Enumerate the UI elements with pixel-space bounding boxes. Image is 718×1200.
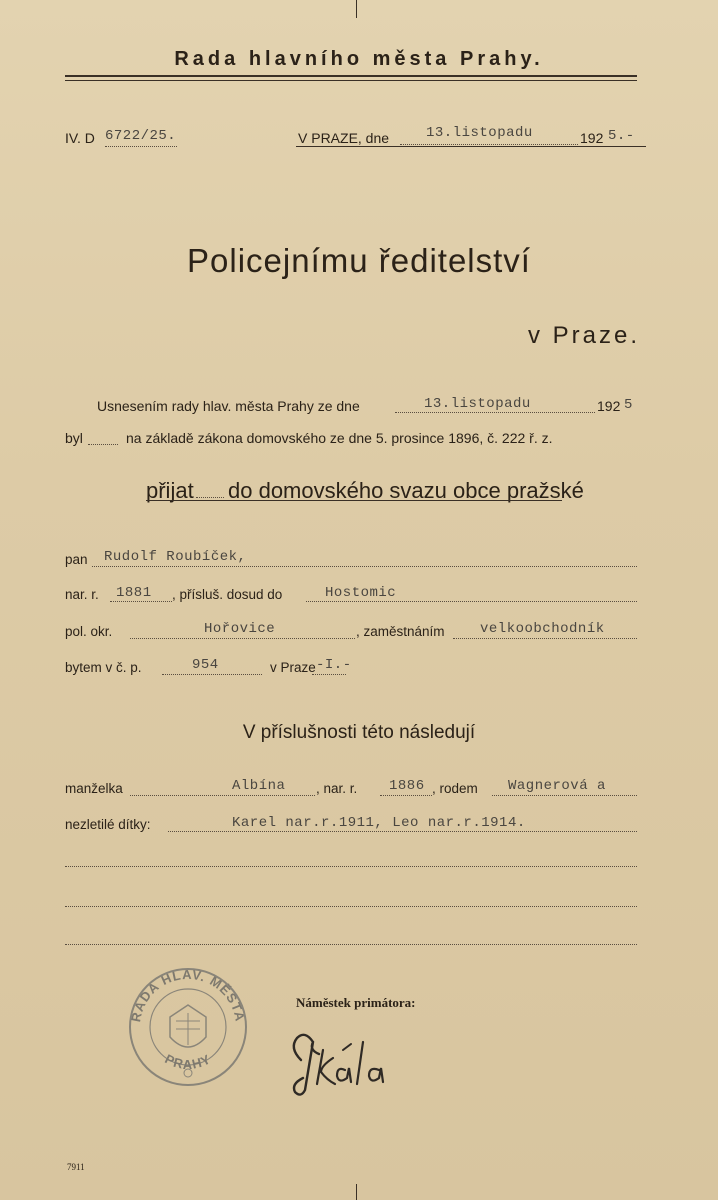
blank-line-1	[65, 866, 637, 867]
occupation: velkoobchodník	[480, 621, 605, 637]
occupation-label: , zaměstnáním	[356, 624, 445, 639]
accepted-rest: do domovského svazu obce pražské	[228, 478, 584, 503]
header-rule	[65, 75, 637, 77]
district: Hořovice	[204, 621, 276, 637]
city-seal-stamp	[126, 965, 250, 1089]
signature-title: Náměstek primátora:	[296, 995, 416, 1010]
resolution-intro: Usnesením rady hlav. města Prahy ze dne	[97, 398, 360, 414]
wife-maiden: Wagnerová a	[508, 778, 606, 794]
header-title: Rada hlavního města Prahy.	[174, 48, 544, 70]
fold-mark-top	[356, 0, 357, 18]
address-label: bytem v č. p.	[65, 660, 142, 675]
wife-born: 1886	[389, 778, 425, 794]
resolution-year-prefix: 192	[597, 398, 621, 414]
blank-line-3	[65, 944, 637, 945]
reference-date: 13.listopadu	[426, 125, 533, 141]
born-label: nar. r.	[65, 587, 99, 602]
followers-heading: V příslušnosti této následují	[242, 722, 476, 743]
resolution-year-suffix: 5	[624, 397, 633, 413]
city-part: -I.-	[316, 657, 352, 673]
addressee-title: Policejnímu ředitelství	[187, 242, 531, 279]
children-label: nezletilé dítky:	[65, 817, 151, 832]
wife-maiden-label: , rodem	[432, 781, 478, 796]
blank-line-2	[65, 906, 637, 907]
wife-name: Albína	[232, 778, 286, 794]
reference-year-suffix: 5.-	[608, 128, 635, 144]
person-name: Rudolf Roubíček,	[104, 549, 247, 565]
byl-label: byl	[65, 430, 83, 446]
addressee-city: v Praze.	[528, 322, 641, 349]
born-year: 1881	[116, 585, 152, 601]
accepted-word: přijat	[146, 478, 194, 503]
handwritten-signature	[283, 1020, 413, 1100]
seal-text-bottom: PRAHY	[162, 1051, 214, 1072]
prev-place: Hostomic	[325, 585, 397, 601]
seal-text-top: RADA HLAV. MĚSTA	[128, 966, 248, 1024]
prev-place-label: , přísluš. dosud do	[172, 587, 283, 602]
law-text: na základě zákona domovského ze dne 5. prosince 1896, č. 222 ř. z.	[126, 430, 553, 446]
pan-label: pan	[65, 552, 88, 567]
reference-prefix: IV. D	[65, 130, 95, 146]
wife-born-label: , nar. r.	[316, 781, 358, 796]
district-label: pol. okr.	[65, 624, 113, 639]
wife-label: manželka	[65, 781, 123, 796]
place-label: V PRAZE, dne	[298, 130, 390, 146]
header-rule-thin	[65, 80, 637, 81]
city-label: v Praze	[270, 660, 316, 675]
children: Karel nar.r.1911, Leo nar.r.1914.	[232, 815, 526, 831]
house-number: 954	[192, 657, 219, 673]
resolution-date: 13.listopadu	[424, 396, 531, 412]
fold-mark-bottom	[356, 1184, 357, 1200]
form-number: 7911	[67, 1162, 85, 1172]
reference-year-prefix: 192	[580, 130, 604, 146]
reference-number: 6722/25.	[105, 128, 177, 144]
